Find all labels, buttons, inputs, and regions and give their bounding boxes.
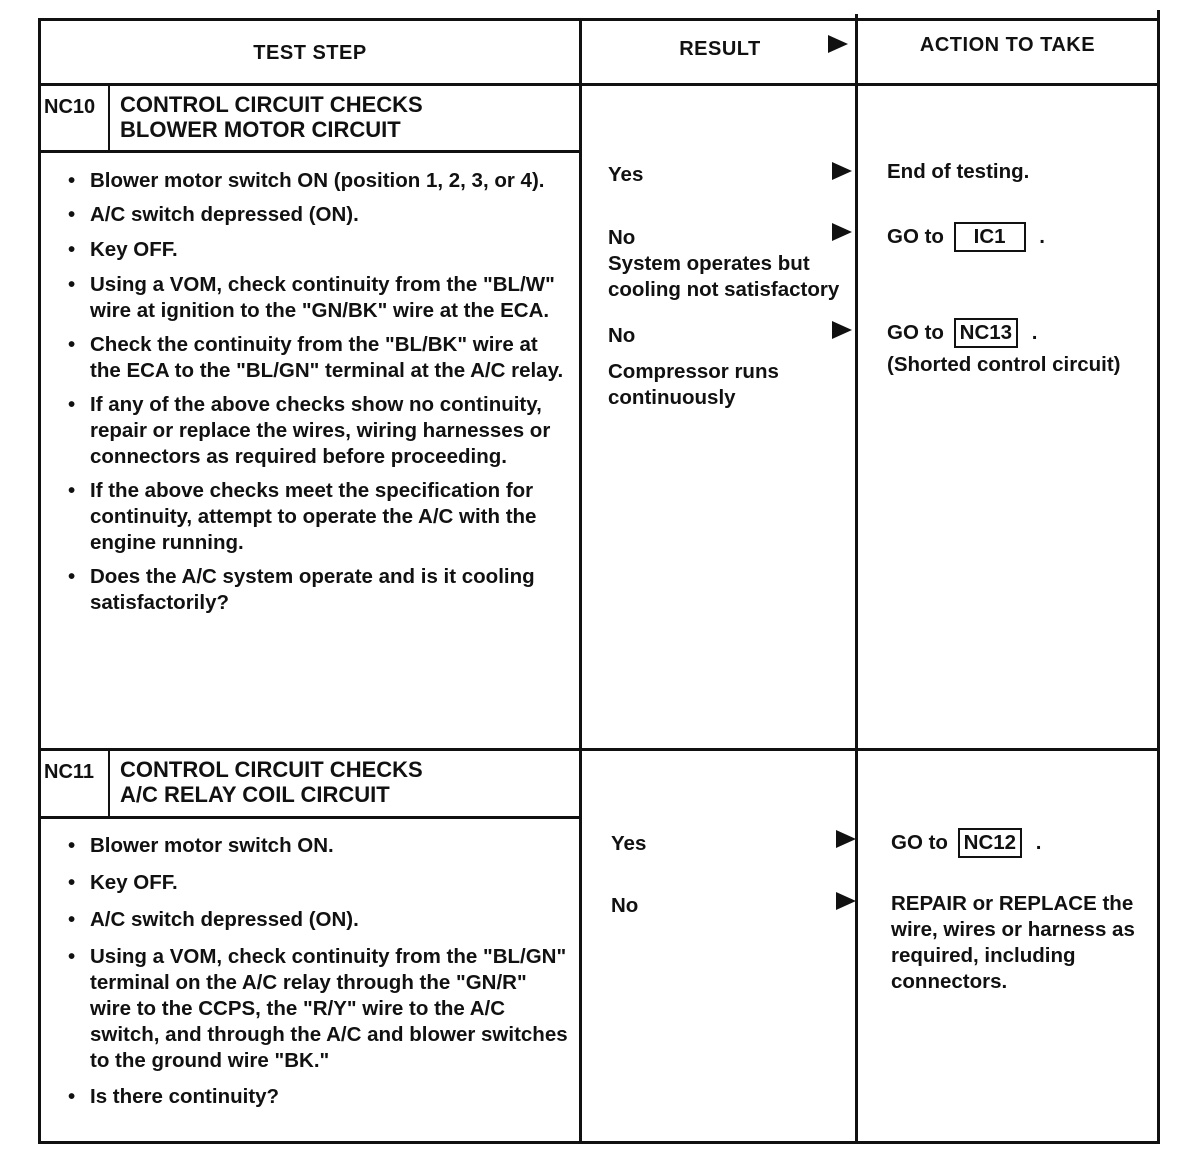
table-border-bottom	[38, 1141, 1160, 1144]
list-item: • A/C switch depressed (ON).	[66, 907, 571, 933]
list-item: • Key OFF.	[66, 870, 571, 896]
step-code-nc11: NC11	[44, 761, 95, 783]
table-border-right	[1157, 10, 1160, 1144]
list-item: • Using a VOM, check continuity from the "BL/W" wire at ignition to the "GN/BK" wire at the ECA.	[66, 272, 571, 324]
nc10-result-yes: Yes	[608, 163, 644, 186]
nc10-result-no-2	[608, 323, 854, 411]
nc11-result-no: No	[611, 894, 639, 917]
header-action: ACTION TO TAKE	[919, 34, 1096, 56]
step-code-nc10: NC10	[44, 96, 96, 118]
list-item: • Key OFF.	[66, 237, 571, 263]
header-result: RESULT	[679, 38, 761, 60]
step-title-line-1: CONTROL CIRCUIT CHECKS	[120, 757, 423, 782]
action-period: .	[1039, 225, 1045, 248]
nc10-result-no-1	[608, 225, 854, 303]
list-item: • If the above checks meet the specification for continuity, attempt to operate the A/C with the engine running.	[66, 478, 571, 556]
table-border-left	[38, 20, 41, 1144]
nc10-code-divider	[108, 86, 110, 152]
header-arrow-icon	[828, 35, 848, 53]
result-detail: Compressor runs continuously	[608, 360, 779, 409]
nc11-action-yes	[891, 828, 1041, 858]
step-title-nc10	[120, 92, 423, 142]
result-arrow-icon	[832, 321, 852, 339]
step-title-nc11	[120, 757, 423, 807]
header-test-step: TEST STEP	[253, 42, 367, 64]
nc11-code-divider	[108, 751, 110, 817]
list-item: • If any of the above checks show no continuity, repair or replace the wires, wiring harnesses or connectors as required before proceeding.	[66, 392, 571, 470]
nc10-action-no-1	[887, 222, 1045, 252]
nc10-title-underline	[38, 150, 582, 153]
column-divider-1	[579, 18, 582, 1144]
action-goto-label: GO to	[887, 321, 944, 344]
nc11-test-list	[66, 833, 571, 1120]
nc11-result-yes: Yes	[611, 832, 647, 855]
column-divider-2	[855, 14, 858, 1144]
result-arrow-icon	[832, 162, 852, 180]
list-item: • Is there continuity?	[66, 1084, 571, 1110]
step-ref-box[interactable]: NC13	[954, 318, 1018, 348]
action-period: .	[1031, 321, 1038, 344]
nc10-action-no-2	[887, 318, 1120, 378]
list-item: • Check the continuity from the "BL/BK" wire at the ECA to the "BL/GN" terminal at the A/C relay.	[66, 332, 571, 384]
action-note: (Shorted control circuit)	[887, 353, 1121, 376]
action-goto-label: GO to	[887, 225, 944, 248]
step-ref-box[interactable]: NC12	[958, 828, 1022, 858]
action-goto-label: GO to	[891, 831, 948, 854]
nc10-action-yes: End of testing.	[887, 160, 1030, 183]
list-item: • A/C switch depressed (ON).	[66, 202, 571, 228]
nc10-test-list	[66, 168, 571, 626]
result-arrow-icon	[836, 830, 856, 848]
step-ref-box[interactable]: IC1	[954, 222, 1026, 252]
list-item: • Using a VOM, check continuity from the "BL/GN" terminal on the A/C relay through the "GN/R" wire to the CCPS, the "R/Y" wire to the A/C switch, and through the A/C and blower switches to the ground wire "BK."	[66, 944, 571, 1074]
result-label: No	[608, 324, 636, 347]
result-label: No	[608, 226, 636, 249]
list-item: • Blower motor switch ON.	[66, 833, 571, 859]
list-item: • Blower motor switch ON (position 1, 2, 3, or 4).	[66, 168, 571, 194]
header-divider	[38, 83, 1160, 86]
result-arrow-icon	[836, 892, 856, 910]
step-title-line-2: BLOWER MOTOR CIRCUIT	[120, 117, 401, 142]
step-divider	[38, 748, 1160, 751]
nc11-action-no: REPAIR or REPLACE the wire, wires or harness as required, including connectors.	[891, 892, 1135, 993]
nc11-title-underline	[38, 816, 582, 819]
step-title-line-1: CONTROL CIRCUIT CHECKS	[120, 92, 423, 117]
list-item: • Does the A/C system operate and is it cooling satisfactorily?	[66, 564, 571, 616]
step-title-line-2: A/C RELAY COIL CIRCUIT	[120, 782, 390, 807]
result-arrow-icon	[832, 223, 852, 241]
action-period: .	[1035, 831, 1042, 854]
result-detail: System operates but cooling not satisfactory	[608, 252, 840, 301]
table-border-top	[38, 18, 1160, 21]
